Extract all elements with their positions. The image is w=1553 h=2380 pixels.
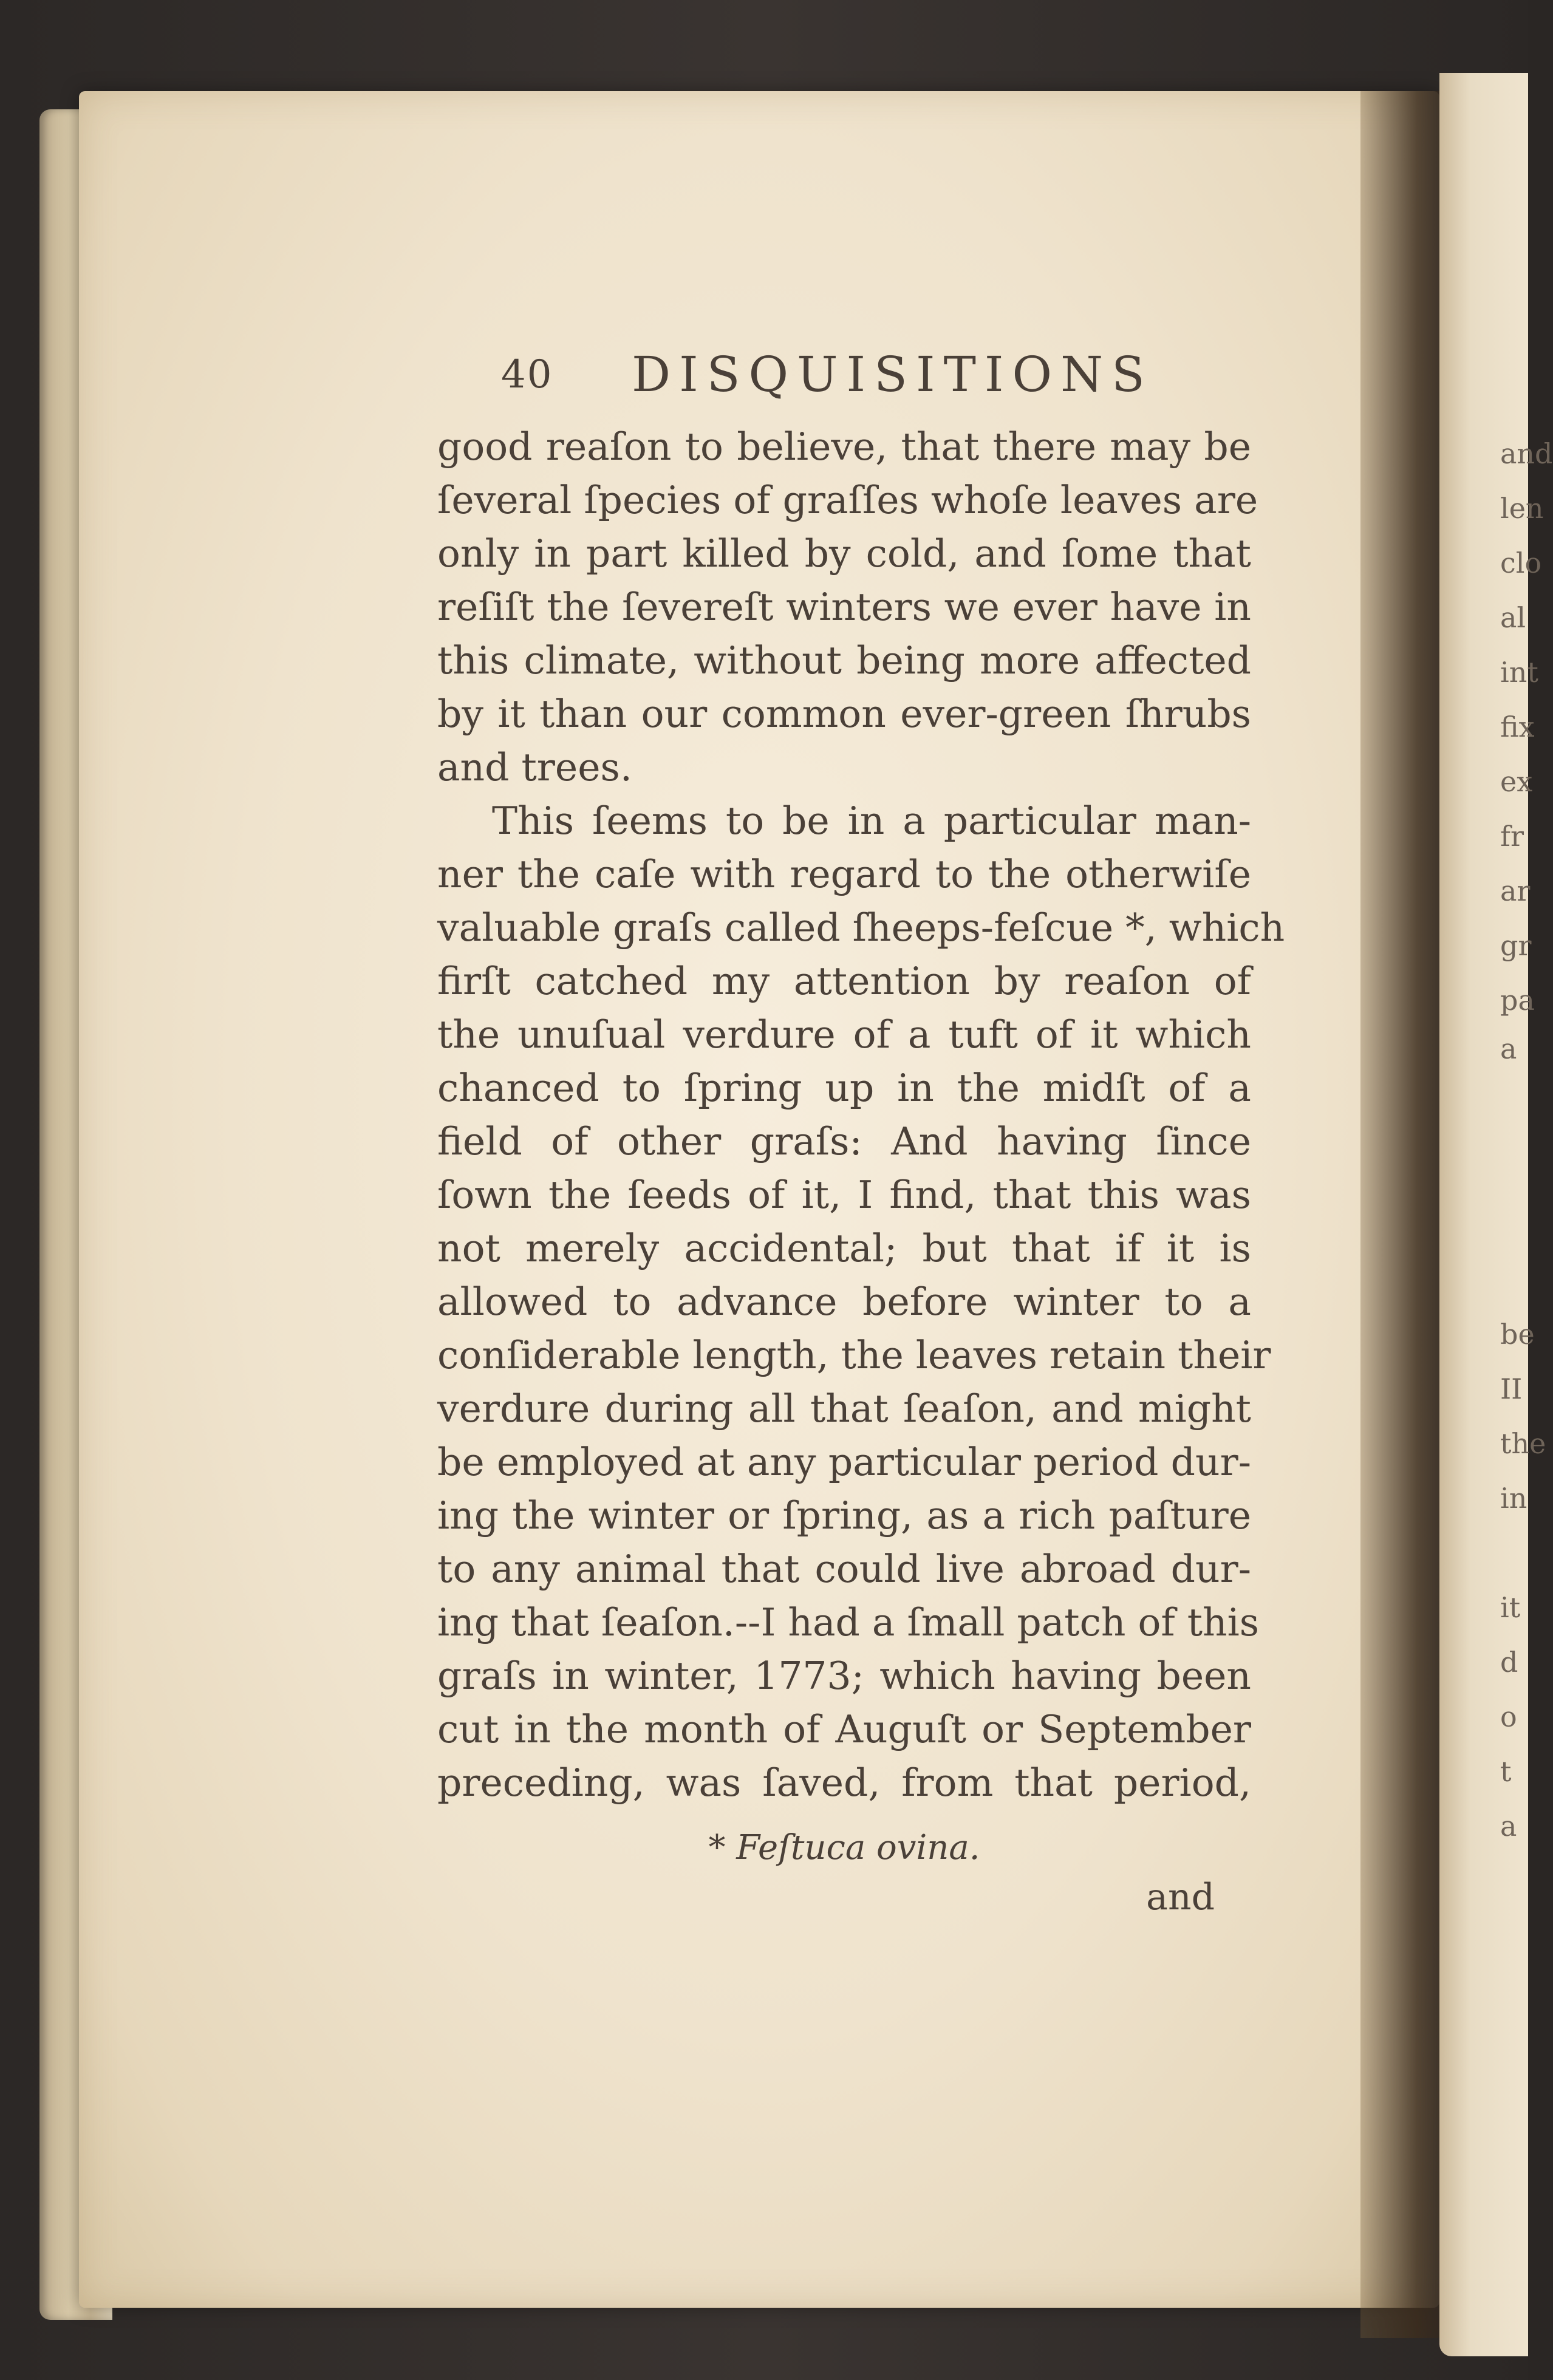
facing-page-fragment: fix xyxy=(1500,711,1535,743)
facing-page-fragment: fr xyxy=(1500,820,1524,853)
facing-page-fragment: int xyxy=(1500,656,1538,689)
footnote: * Feſtuca ovina. xyxy=(708,1828,980,1867)
facing-page-fragment: be xyxy=(1500,1318,1535,1351)
catchword: and xyxy=(1146,1876,1215,1918)
text-line: and trees. xyxy=(437,745,632,789)
facing-page-fragment: ex xyxy=(1500,765,1533,798)
facing-page-fragment: clo xyxy=(1500,547,1542,579)
facing-page-fragment: and xyxy=(1500,437,1553,470)
page-header xyxy=(437,340,1251,407)
text-line: this climate, without being more affected xyxy=(437,638,1251,683)
text-line: by it than our common ever-green ſhrubs xyxy=(437,692,1251,736)
text-line: good reaſon to believe, that there may be xyxy=(437,425,1251,469)
facing-page-fragment: in xyxy=(1500,1482,1527,1515)
text-line: ſeveral ſpecies of graſſes whoſe leaves are xyxy=(437,478,1258,522)
facing-page-fragment: pa xyxy=(1500,984,1535,1017)
paragraph-2 xyxy=(437,794,1285,1810)
text-line: conſiderable length, the leaves retain their xyxy=(437,1333,1271,1377)
facing-page-fragment: the xyxy=(1500,1427,1546,1460)
text-line: preceding, was ſaved, from that period, xyxy=(437,1761,1251,1805)
facing-page-fragment: d xyxy=(1500,1646,1518,1679)
text-line: only in part killed by cold, and ſome that xyxy=(437,531,1251,576)
text-line: ſown the ſeeds of it, I find, that this was xyxy=(437,1173,1251,1217)
text-line: allowed to advance before winter to a xyxy=(437,1280,1251,1324)
text-line: not merely accidental; but that if it is xyxy=(437,1226,1251,1270)
facing-page-fragment: t xyxy=(1500,1755,1512,1788)
catchword-row xyxy=(437,1876,1251,1925)
text-line: valuable graſs called ſheeps-feſcue *, which xyxy=(437,905,1285,950)
text-line: graſs in winter, 1773; which having been xyxy=(437,1654,1251,1698)
text-line: ner the caſe with regard to the otherwiſe xyxy=(437,852,1251,896)
text-line: field of other graſs: And having ſince xyxy=(437,1119,1251,1164)
text-line: reſiſt the ſevereſt winters we ever have in xyxy=(437,585,1251,629)
facing-page-fragment: len xyxy=(1500,492,1544,525)
running-title: DISQUISITIONS xyxy=(632,346,1153,403)
text-line: This ſeems to be in a particular man- xyxy=(492,799,1251,843)
facing-page-fragment: it xyxy=(1500,1591,1521,1624)
text-line: verdure during all that ſeaſon, and might xyxy=(437,1386,1251,1431)
text-line: ing the winter or ſpring, as a rich paſture xyxy=(437,1493,1251,1538)
facing-page-fragment: II xyxy=(1500,1372,1523,1405)
page-text xyxy=(437,340,1285,1925)
facing-page-edge xyxy=(1439,73,1553,2356)
facing-page-fragment: a xyxy=(1500,1032,1517,1065)
text-line: ing that ſeaſon.--I had a ſmall patch of this xyxy=(437,1600,1260,1645)
facing-page-fragment: gr xyxy=(1500,929,1532,962)
text-line: firſt catched my attention by reaſon of xyxy=(437,959,1251,1003)
text-line: the unuſual verdure of a tuft of it which xyxy=(437,1012,1251,1057)
facing-page-fragment: a xyxy=(1500,1810,1517,1843)
facing-page-fragment: ar xyxy=(1500,875,1531,907)
page-number: 40 xyxy=(501,352,553,397)
paragraph-1 xyxy=(437,420,1258,794)
text-line: cut in the month of Auguſt or September xyxy=(437,1707,1251,1751)
text-line: chanced to ſpring up in the midſt of a xyxy=(437,1066,1251,1110)
text-line: be employed at any particular period dur- xyxy=(437,1440,1251,1484)
facing-page-fragment: al xyxy=(1500,601,1526,634)
facing-page-fragment: o xyxy=(1500,1700,1517,1733)
text-line: to any animal that could live abroad dur- xyxy=(437,1547,1251,1591)
